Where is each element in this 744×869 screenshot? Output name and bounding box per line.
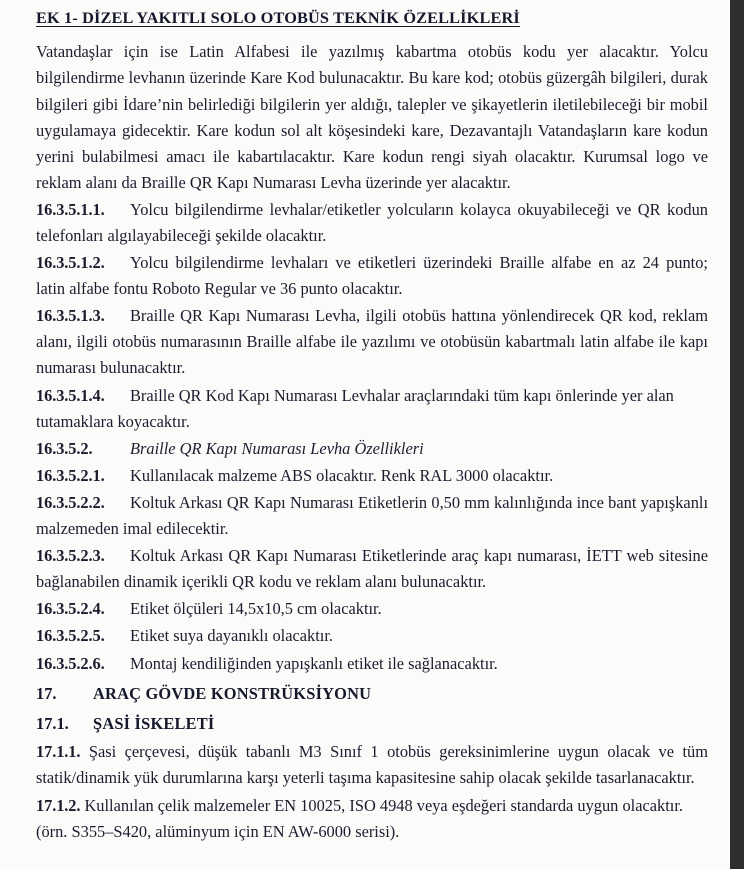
clause-number: 16.3.5.2.2. [36, 492, 105, 512]
clause-text: Braille QR Kapı Numarası Levha Özellikleri [130, 438, 424, 458]
clause-16-3-5-1-4 [36, 383, 708, 435]
clause-17-1-2 [36, 793, 708, 845]
clause-number: 16.3.5.2.4. [36, 599, 105, 619]
clause-text: Koltuk Arkası QR Kapı Numarası Etiketlerinde araç kapı numarası, İETT web sitesine bağlanabilen dinamik içerikli QR kodu ve reklam alanı bulunacaktır. [36, 546, 708, 592]
clause-text: Yolcu bilgilendirme levhalar/etiketler yolcuların kolayca okuyabileceği ve QR kodun telefonları algılayabileceği şekilde olacaktır. [36, 199, 708, 246]
heading-label: ŞASİ İSKELETİ [93, 713, 215, 733]
clause-16-3-5-1-2 [36, 250, 708, 302]
clause-text: Kullanılacak malzeme ABS olacaktır. Renk RAL 3000 olacaktır. [130, 465, 554, 485]
clause-16-3-5-2-2 [36, 490, 708, 542]
heading-number: 17. [36, 683, 57, 703]
section-heading-17-1 [36, 711, 708, 737]
clause-text: Braille QR Kapı Numarası Levha, ilgili otobüs hattına yönlendirecek QR kod, reklam alanı, ilgili otobüs numarasının Braille alfabe ile yazılımı ve otobüsün kabartmalı latin alfabe ile kapı numarası bulunacaktır. [36, 306, 708, 378]
document-body [36, 0, 708, 845]
clause-16-3-5-2-3 [36, 543, 708, 595]
clause-text: Montaj kendiliğinden yapışkanlı etiket ile sağlanacaktır. [130, 653, 498, 673]
clause-17-1-1 [36, 739, 708, 791]
clause-number: 16.3.5.2.5. [36, 626, 105, 646]
clause-number: 16.3.5.2.1. [36, 465, 105, 485]
clause-number: 16.3.5.1.2. [36, 253, 105, 273]
clause-number: 16.3.5.1.3. [36, 306, 105, 326]
page-title: EK 1- DİZEL YAKITLI SOLO OTOBÜS TEKNİK ÖZELLİKLERİ [36, 8, 520, 27]
clause-text: Yolcu bilgilendirme levhaları ve etiketleri üzerindeki Braille alfabe en az 24 punto; latin alfabe fontu Roboto Regular ve 36 punto olacaktır. [36, 253, 708, 299]
clause-16-3-5-2 [36, 436, 708, 462]
clause-16-3-5-1-3 [36, 303, 708, 381]
scanned-page-edge [730, 0, 744, 869]
intro-paragraph: Vatandaşlar için ise Latin Alfabesi ile yazılmış kabartma otobüs kodu yer alacaktır. Yolcu bilgilendirme levhanın üzerinde Kare Kod bulunacaktır. Bu kare kod; otobüs güzergâh bilgileri, durak bilgileri gibi İdare’nin belirlediği bilgilerin yer aldığı, talepler ve şikayetlerin iletilebileceği bir mobil uygulamaya gidecektir. Kare kodun sol alt köşesindeki kare, Dezavantajlı Vatandaşların kare kodun yerini bulabilmesi amacı ile kabartılacaktır. Kare kodun rengi siyah olacaktır. Kurumsal logo ve reklam alanı da Braille QR Kapı Numarası Levha üzerinde yer alacaktır. [36, 42, 708, 192]
clause-text: Etiket suya dayanıklı olacaktır. [130, 626, 334, 646]
clause-number: 16.3.5.1.4. [36, 385, 105, 405]
heading-number: 17.1. [36, 713, 69, 733]
clause-16-3-5-2-1 [36, 463, 708, 489]
clause-text: Kullanılan çelik malzemeler EN 10025, ISO 4948 veya eşdeğeri standarda uygun olacaktır. (örn. S355–S420, alüminyum için EN AW-6000 serisi). [36, 795, 683, 842]
clause-number: 17.1.1. [36, 741, 81, 761]
clause-number: 17.1.2. [36, 795, 81, 815]
clause-number: 16.3.5.2. [36, 438, 93, 458]
clause-16-3-5-1-1 [36, 197, 708, 249]
clause-text: Şasi çerçevesi, düşük tabanlı M3 Sınıf 1 otobüs gereksinimlerine uygun olacak ve tüm statik/dinamik yük durumlarına karşı yeterli taşıma kapasitesine sahip olacak şekilde tasarlanacaktır. [36, 741, 708, 787]
heading-label: ARAÇ GÖVDE KONSTRÜKSİYONU [93, 683, 372, 703]
clause-16-3-5-2-5 [36, 623, 708, 649]
clause-number: 16.3.5.1.1. [36, 199, 105, 219]
clause-16-3-5-2-4 [36, 596, 708, 622]
clause-number: 16.3.5.2.3. [36, 546, 105, 566]
clause-number: 16.3.5.2.6. [36, 653, 105, 673]
clause-16-3-5-2-6 [36, 651, 708, 677]
clause-text: Etiket ölçüleri 14,5x10,5 cm olacaktır. [130, 599, 382, 619]
clause-text: Braille QR Kod Kapı Numarası Levhalar araçlarındaki tüm kapı önlerinde yer alan tutamaklara koyacaktır. [36, 385, 674, 431]
section-heading-17 [36, 681, 708, 707]
clause-text: Koltuk Arkası QR Kapı Numarası Etiketlerin 0,50 mm kalınlığında ince bant yapışkanlı malzemeden imal edilecektir. [36, 492, 708, 539]
